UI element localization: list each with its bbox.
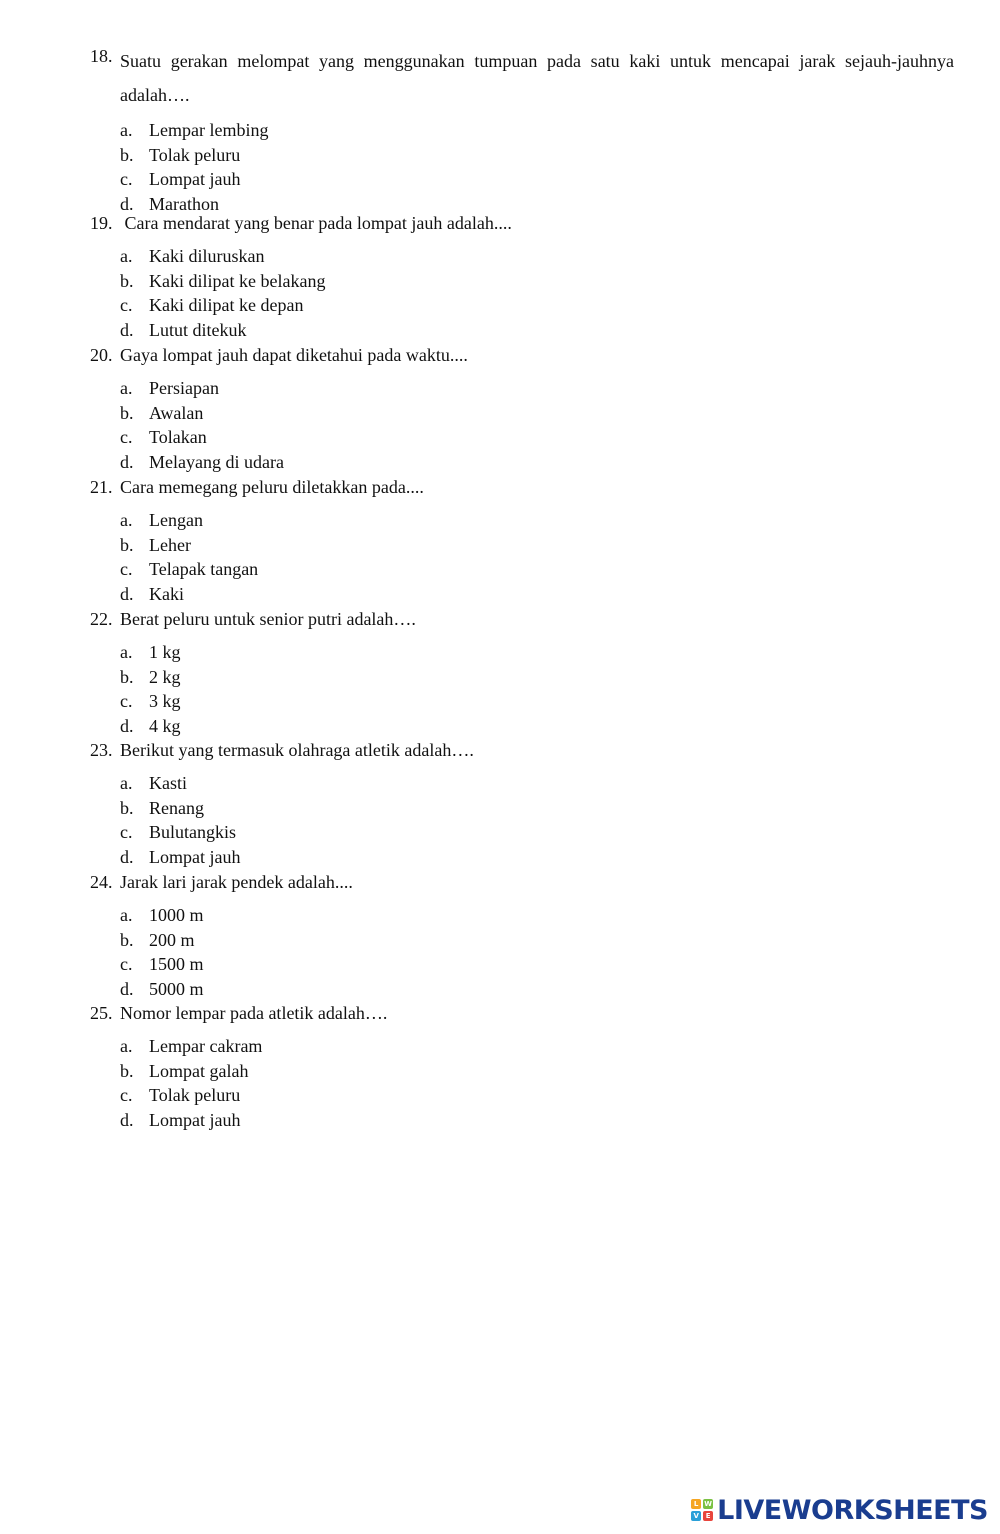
option-list <box>90 640 954 738</box>
option-letter: a. <box>120 642 133 662</box>
option-text: Lompat jauh <box>149 1109 241 1130</box>
option-letter: d. <box>120 978 134 999</box>
option-letter: c. <box>120 954 133 974</box>
option-letter: a. <box>120 905 133 925</box>
option-d[interactable] <box>90 1108 954 1133</box>
question-number: 19. <box>90 213 113 233</box>
question-25 <box>90 1001 954 1132</box>
option-letter: d. <box>120 319 134 340</box>
option-c[interactable] <box>90 425 954 450</box>
option-c[interactable] <box>90 820 954 845</box>
option-letter: b. <box>120 666 134 687</box>
question-20 <box>90 343 954 474</box>
option-text: Kaki dilipat ke depan <box>149 295 304 315</box>
question-text: Gaya lompat jauh dapat diketahui pada waktu.... <box>120 345 468 365</box>
option-text: Tolakan <box>149 427 207 447</box>
option-letter: b. <box>120 1060 134 1081</box>
option-text: Bulutangkis <box>149 822 237 842</box>
question-number: 23. <box>90 740 113 760</box>
option-d[interactable] <box>90 582 954 607</box>
question-number: 20. <box>90 345 113 365</box>
option-a[interactable] <box>90 118 954 143</box>
option-c[interactable] <box>90 689 954 714</box>
option-text: Awalan <box>149 402 204 423</box>
option-text: 2 kg <box>149 666 181 687</box>
option-d[interactable] <box>90 450 954 475</box>
option-letter: a. <box>120 773 133 793</box>
option-letter: c. <box>120 295 133 315</box>
option-c[interactable] <box>90 167 954 192</box>
question-21 <box>90 475 954 606</box>
option-letter: d. <box>120 846 134 867</box>
liveworksheets-brand[interactable] <box>691 1494 988 1526</box>
option-text: Lutut ditekuk <box>149 319 247 340</box>
option-letter: a. <box>120 1036 133 1056</box>
option-text: Renang <box>149 797 204 818</box>
option-letter: d. <box>120 451 134 472</box>
question-19 <box>90 211 954 342</box>
option-c[interactable] <box>90 557 954 582</box>
option-c[interactable] <box>90 293 954 318</box>
option-text: 1500 m <box>149 954 204 974</box>
option-a[interactable] <box>90 508 954 533</box>
option-letter: a. <box>120 120 133 140</box>
option-a[interactable] <box>90 376 954 401</box>
question-text: Berikut yang termasuk olahraga atletik adalah…. <box>120 740 474 760</box>
question-number: 24. <box>90 872 113 892</box>
option-a[interactable] <box>90 903 954 928</box>
option-text: 1000 m <box>149 905 204 925</box>
option-text: Kasti <box>149 773 187 793</box>
option-text: Melayang di udara <box>149 451 284 472</box>
option-text: Marathon <box>149 193 219 214</box>
option-b[interactable] <box>90 796 954 821</box>
option-letter: d. <box>120 715 134 736</box>
question-text: Suatu gerakan melompat yang menggunakan tumpuan pada satu kaki untuk mencapai jarak sejauh-jauhnya adalah…. <box>120 51 954 105</box>
option-list <box>90 1034 954 1132</box>
option-b[interactable] <box>90 665 954 690</box>
option-text: Persiapan <box>149 378 219 398</box>
option-text: Leher <box>149 534 191 555</box>
question-number: 22. <box>90 609 113 629</box>
liveworksheets-logo-icon <box>691 1499 713 1521</box>
option-text: Tolak peluru <box>149 1085 241 1105</box>
option-text: Telapak tangan <box>149 559 259 579</box>
option-letter: a. <box>120 246 133 266</box>
question-number: 21. <box>90 477 113 497</box>
logo-tile: E <box>703 1511 713 1521</box>
option-text: Lengan <box>149 510 203 530</box>
option-letter: b. <box>120 534 134 555</box>
option-b[interactable] <box>90 143 954 168</box>
question-text: Cara memegang peluru diletakkan pada.... <box>120 477 424 497</box>
option-c[interactable] <box>90 952 954 977</box>
question-text: Berat peluru untuk senior putri adalah…. <box>120 609 416 629</box>
option-b[interactable] <box>90 401 954 426</box>
option-list <box>90 508 954 606</box>
option-text: Lompat jauh <box>149 169 241 189</box>
question-text: Nomor lempar pada atletik adalah…. <box>120 1003 388 1023</box>
option-d[interactable] <box>90 714 954 739</box>
option-letter: b. <box>120 270 134 291</box>
question-text: Jarak lari jarak pendek adalah.... <box>120 872 353 892</box>
option-d[interactable] <box>90 845 954 870</box>
option-list <box>90 244 954 342</box>
option-text: Lempar lembing <box>149 120 269 140</box>
option-list <box>90 376 954 474</box>
option-d[interactable] <box>90 977 954 1002</box>
option-a[interactable] <box>90 771 954 796</box>
option-letter: c. <box>120 427 133 447</box>
option-text: 1 kg <box>149 642 181 662</box>
logo-tile: L <box>691 1499 701 1509</box>
option-list <box>90 903 954 1001</box>
question-number: 25. <box>90 1003 113 1023</box>
option-list <box>90 771 954 869</box>
option-letter: d. <box>120 193 134 214</box>
option-letter: c. <box>120 1085 133 1105</box>
option-d[interactable] <box>90 318 954 343</box>
question-text: Cara mendarat yang benar pada lompat jauh adalah.... <box>120 213 512 233</box>
option-b[interactable] <box>90 269 954 294</box>
option-letter: c. <box>120 559 133 579</box>
option-letter: b. <box>120 144 134 165</box>
option-text: 200 m <box>149 929 195 950</box>
option-text: Lempar cakram <box>149 1036 263 1056</box>
option-letter: c. <box>120 691 133 711</box>
option-a[interactable] <box>90 244 954 269</box>
option-text: 4 kg <box>149 715 181 736</box>
question-number: 18. <box>90 46 113 66</box>
option-text: Kaki dilipat ke belakang <box>149 270 326 291</box>
option-text: Lompat galah <box>149 1060 249 1081</box>
option-text: Kaki diluruskan <box>149 246 265 266</box>
option-letter: b. <box>120 929 134 950</box>
option-letter: d. <box>120 583 134 604</box>
option-letter: b. <box>120 402 134 423</box>
option-b[interactable] <box>90 1059 954 1084</box>
question-18 <box>90 44 954 216</box>
option-b[interactable] <box>90 533 954 558</box>
option-text: Tolak peluru <box>149 144 241 165</box>
option-text: 3 kg <box>149 691 181 711</box>
logo-tile: V <box>691 1511 701 1521</box>
option-list <box>90 118 954 216</box>
option-letter: a. <box>120 378 133 398</box>
option-letter: c. <box>120 822 133 842</box>
option-letter: a. <box>120 510 133 530</box>
question-23 <box>90 738 954 869</box>
logo-tile: W <box>704 1500 713 1508</box>
option-letter: b. <box>120 797 134 818</box>
option-c[interactable] <box>90 1083 954 1108</box>
option-a[interactable] <box>90 1034 954 1059</box>
option-a[interactable] <box>90 640 954 665</box>
option-letter: c. <box>120 169 133 189</box>
option-text: Lompat jauh <box>149 846 241 867</box>
option-letter: d. <box>120 1109 134 1130</box>
option-text: Kaki <box>149 583 184 604</box>
question-24 <box>90 870 954 1001</box>
question-22 <box>90 607 954 738</box>
option-b[interactable] <box>90 928 954 953</box>
brand-name: LIVEWORKSHEETS <box>717 1494 988 1526</box>
option-text: 5000 m <box>149 978 204 999</box>
